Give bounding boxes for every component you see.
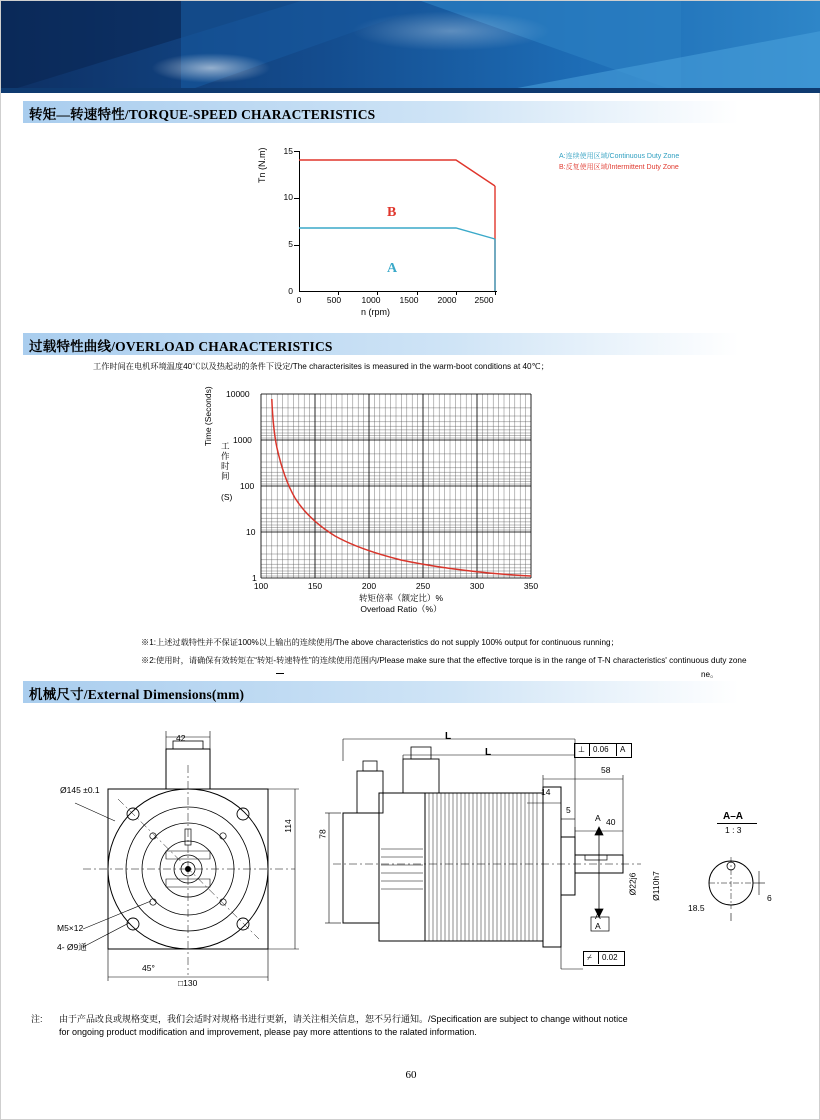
ts-zone-label-a: A bbox=[387, 261, 398, 276]
overload-note-2: ※2:使用时，请确保有效转矩在“转矩-转速特性”的连续使用范围内/Please make sure that the effective torque is in the range of T-N characteristics' continuous duty zone bbox=[141, 656, 747, 665]
banner-bottom-rule bbox=[1, 88, 820, 93]
side-dim-110h7: Ø110h7 bbox=[650, 871, 661, 901]
section-header-overload bbox=[23, 333, 739, 355]
overload-xtick-300: 300 bbox=[469, 581, 485, 591]
overload-note-1: ※1:上述过载特性并不保证100%以上输出的连续使用/The above characteristics do not supply 100% output for continuous running； bbox=[141, 638, 619, 647]
tolerance-bottom-value: 0.02 bbox=[602, 953, 618, 962]
overload-note-3: ne。 bbox=[701, 670, 719, 679]
overload-y-label-cn: 工作时间 bbox=[221, 441, 230, 481]
section-title-dimensions: 机械尺寸/External Dimensions(mm) bbox=[29, 687, 245, 702]
front-label-holes: 4- Ø9通 bbox=[57, 942, 87, 952]
overload-xtick-250: 250 bbox=[415, 581, 431, 591]
side-dim-14: 14 bbox=[541, 787, 551, 797]
banner-glow-2 bbox=[351, 11, 551, 51]
overload-y-label-en: Time (Seconds) bbox=[203, 386, 213, 446]
ts-ytick-15: 15 bbox=[283, 146, 293, 156]
side-dim-L-inner: L bbox=[485, 747, 492, 758]
torque-speed-chart bbox=[257, 146, 509, 317]
ts-xtick-0: 0 bbox=[296, 295, 302, 305]
banner-glow-1 bbox=[151, 53, 271, 83]
side-dim-5: 5 bbox=[566, 805, 571, 815]
page-banner bbox=[1, 1, 820, 93]
side-section-box-letter: A bbox=[595, 921, 601, 931]
ts-curves bbox=[299, 151, 499, 296]
side-dim-40: 40 bbox=[606, 817, 616, 827]
overload-ytick-10: 10 bbox=[246, 527, 256, 537]
side-section-flag-a-bottom: A bbox=[595, 911, 601, 921]
ts-legend-item-a: A:连续使用区域/Continuous Duty Zone bbox=[559, 153, 680, 160]
footer-note bbox=[31, 1013, 751, 1039]
ts-xtick-500: 500 bbox=[326, 295, 342, 305]
overload-intro-text: 工作时间在电机环境温度40℃以及热起动的条件下设定/The characterisites is measured in the warm-boot conditions at 40℃； bbox=[93, 362, 549, 371]
section-title-rule bbox=[717, 823, 757, 824]
section-dim-6: 6 bbox=[767, 893, 772, 903]
ts-xtick-2500: 2500 bbox=[474, 295, 494, 305]
section-dim-185: 18.5 bbox=[688, 903, 705, 913]
tolerance-top-datum: A bbox=[620, 745, 626, 754]
section-header-torque bbox=[23, 101, 739, 123]
front-dim-114: 114 bbox=[282, 819, 293, 833]
ts-ytick-0: 0 bbox=[288, 286, 293, 296]
overload-chart bbox=[201, 386, 581, 616]
side-dim-78: 78 bbox=[317, 829, 328, 839]
overload-xtick-100: 100 bbox=[253, 581, 269, 591]
tolerance-top-value: 0.06 bbox=[593, 745, 609, 754]
page-number: 60 bbox=[405, 1069, 417, 1081]
overload-xtick-150: 150 bbox=[307, 581, 323, 591]
section-scale-aa: 1 : 3 bbox=[725, 825, 742, 835]
dimension-drawings bbox=[23, 713, 799, 1003]
overload-ytick-1000: 1000 bbox=[233, 435, 252, 445]
section-header-dimensions bbox=[23, 681, 739, 703]
footer-note-label: 注: bbox=[31, 1014, 43, 1024]
footer-note-cn: 由于产品改良或规格变更，我们会适时对规格书进行更新，请关注相关信息，恕不另行通知。/Specification are subject to change without notice bbox=[59, 1014, 628, 1024]
ts-xtick-1000: 1000 bbox=[361, 295, 381, 305]
side-dim-L-top: L bbox=[445, 731, 452, 742]
front-dim-145: Ø145 ±0.1 bbox=[60, 785, 100, 795]
side-section-flag-a-top: A bbox=[595, 813, 601, 823]
overload-ytick-1: 1 bbox=[252, 573, 257, 583]
front-label-angle: 45° bbox=[142, 963, 155, 973]
ts-ytick-10: 10 bbox=[283, 192, 293, 202]
overload-ytick-100: 100 bbox=[240, 481, 255, 491]
ts-y-axis-label: Tn (N.m) bbox=[257, 147, 267, 183]
section-title-overload: 过载特性曲线/OVERLOAD CHARACTERISTICS bbox=[29, 339, 333, 354]
front-view-drawing bbox=[63, 731, 323, 1001]
section-aa-drawing bbox=[703, 851, 783, 931]
overload-x-label-cn: 转矩倍率（额定比）% bbox=[358, 593, 444, 603]
overload-x-label-en: Overload Ratio（%） bbox=[360, 604, 442, 614]
ts-zone-label-b: B bbox=[387, 205, 397, 220]
ts-ytick-5: 5 bbox=[288, 239, 293, 249]
ts-xtick-2000: 2000 bbox=[437, 295, 457, 305]
overload-y-label-unit: (S) bbox=[221, 492, 233, 502]
overload-xtick-200: 200 bbox=[361, 581, 377, 591]
section-title-torque: 转矩—转速特性/TORQUE-SPEED CHARACTERISTICS bbox=[29, 107, 376, 122]
side-dim-58: 58 bbox=[601, 765, 611, 775]
front-dim-42: 42 bbox=[176, 733, 186, 743]
overload-ytick-10000: 10000 bbox=[226, 389, 250, 399]
overload-xtick-350: 350 bbox=[523, 581, 539, 591]
tolerance-frame-top: ⊥ 0.06 A bbox=[574, 743, 632, 758]
ts-x-axis-label: n (rpm) bbox=[361, 307, 390, 317]
side-dim-22j6: Ø22j6 bbox=[627, 872, 638, 896]
ts-legend-item-b: B:反复使用区域/Intermittent Duty Zone bbox=[559, 164, 679, 171]
section-title-aa: A–A bbox=[723, 811, 744, 822]
footer-note-en: for ongoing product modification and improvement, please pay more attentions to the ralated information. bbox=[59, 1027, 477, 1037]
front-label-m5: M5×12 bbox=[57, 923, 84, 933]
ts-xtick-1500: 1500 bbox=[399, 295, 419, 305]
tolerance-frame-bottom: ⌿ 0.02 bbox=[583, 951, 625, 966]
banner-shape-4 bbox=[491, 31, 820, 93]
overload-note-dash bbox=[276, 673, 284, 674]
front-dim-square: □130 bbox=[178, 978, 198, 988]
ts-legend bbox=[559, 151, 679, 173]
